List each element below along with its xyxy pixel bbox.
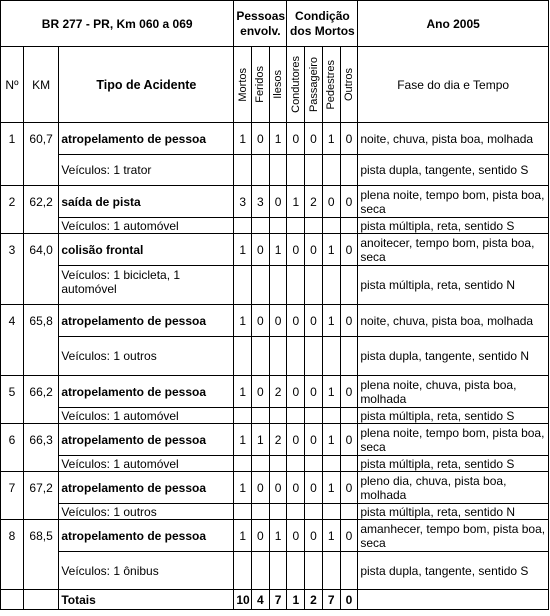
row-outros: 0 xyxy=(340,234,358,266)
empty-cell xyxy=(322,266,340,305)
row-mortos: 1 xyxy=(234,472,252,504)
empty-cell xyxy=(340,456,358,472)
col-condutores-header xyxy=(287,47,305,123)
row-tipo: atropelamento de pessoa xyxy=(59,376,234,408)
row-mortos: 1 xyxy=(234,520,252,552)
row-pedestres: 1 xyxy=(322,376,340,408)
table-row-vehicles xyxy=(1,337,549,376)
empty-cell xyxy=(305,456,323,472)
col-tipo-header: Tipo de Acidente xyxy=(59,47,234,123)
row-mortos: 1 xyxy=(234,305,252,337)
empty-cell xyxy=(269,218,287,234)
empty-cell xyxy=(234,408,252,424)
row-tipo: atropelamento de pessoa xyxy=(59,520,234,552)
row-ilesos: 2 xyxy=(269,376,287,408)
empty-cell xyxy=(234,504,252,520)
empty-cell xyxy=(340,266,358,305)
row-number: 8 xyxy=(1,520,24,590)
row-tipo: atropelamento de pessoa xyxy=(59,472,234,504)
empty-cell xyxy=(305,266,323,305)
row-fase: anoitecer, tempo bom, pista boa, seca xyxy=(358,234,549,266)
row-veiculos: Veículos: 1 automóvel xyxy=(59,218,234,234)
row-fase: pleno dia, chuva, pista boa, molhada xyxy=(358,472,549,504)
row-km: 67,2 xyxy=(23,472,58,520)
row-feridos: 0 xyxy=(252,520,270,552)
empty-cell xyxy=(287,552,305,590)
empty-cell xyxy=(340,408,358,424)
empty-cell xyxy=(322,155,340,186)
row-feridos: 0 xyxy=(252,123,270,155)
col-ilesos-label: Ilesos xyxy=(272,70,285,99)
row-ilesos: 2 xyxy=(269,424,287,456)
empty-cell xyxy=(287,456,305,472)
col-number-header: Nº xyxy=(1,47,24,123)
total-passageiro: 2 xyxy=(305,590,323,610)
table-row xyxy=(1,305,549,337)
empty-cell xyxy=(269,552,287,590)
row-feridos: 3 xyxy=(252,186,270,218)
row-veiculos: Veículos: 1 outros xyxy=(59,337,234,376)
row-veiculos: Veículos: 1 automóvel xyxy=(59,456,234,472)
row-pedestres: 1 xyxy=(322,305,340,337)
row-pedestres: 1 xyxy=(322,424,340,456)
empty-cell xyxy=(252,408,270,424)
row-tipo: atropelamento de pessoa xyxy=(59,123,234,155)
col-condutores-label: Condutores xyxy=(289,56,302,113)
row-feridos: 0 xyxy=(252,376,270,408)
row-mortos: 1 xyxy=(234,424,252,456)
row-tipo: saída de pista xyxy=(59,186,234,218)
col-pedestres-label: Pedestres xyxy=(325,59,338,110)
row-ilesos: 1 xyxy=(269,123,287,155)
row-km: 66,3 xyxy=(23,424,58,472)
row-mortos: 1 xyxy=(234,123,252,155)
empty-cell xyxy=(269,408,287,424)
row-pedestres: 1 xyxy=(322,472,340,504)
row-km: 64,0 xyxy=(23,234,58,305)
row-pedestres: 1 xyxy=(322,520,340,552)
row-condutores: 1 xyxy=(287,186,305,218)
table-row-vehicles xyxy=(1,408,549,424)
empty-cell xyxy=(252,218,270,234)
empty-cell xyxy=(322,218,340,234)
total-pedestres: 7 xyxy=(322,590,340,610)
row-tipo: colisão frontal xyxy=(59,234,234,266)
row-condutores: 0 xyxy=(287,123,305,155)
empty-cell xyxy=(305,155,323,186)
row-pista: pista múltipla, reta, sentido S xyxy=(358,408,549,424)
row-passageiro: 0 xyxy=(305,472,323,504)
col-outros-header xyxy=(340,47,358,123)
empty-cell xyxy=(269,504,287,520)
row-number: 2 xyxy=(1,186,24,234)
empty-cell xyxy=(252,155,270,186)
empty-cell xyxy=(322,337,340,376)
row-fase: amanhecer, tempo bom, pista boa, seca xyxy=(358,520,549,552)
empty-cell xyxy=(322,408,340,424)
total-outros: 0 xyxy=(340,590,358,610)
row-pista: pista múltipla, reta, sentido N xyxy=(358,504,549,520)
row-outros: 0 xyxy=(340,305,358,337)
empty-cell xyxy=(234,155,252,186)
row-tipo: atropelamento de pessoa xyxy=(59,424,234,456)
empty-cell xyxy=(305,504,323,520)
empty-cell xyxy=(252,266,270,305)
empty-cell xyxy=(322,456,340,472)
total-feridos: 4 xyxy=(252,590,270,610)
empty-cell xyxy=(252,337,270,376)
empty-cell xyxy=(234,218,252,234)
row-km: 66,2 xyxy=(23,376,58,424)
row-feridos: 0 xyxy=(252,234,270,266)
row-veiculos: Veículos: 1 bicicleta, 1 automóvel xyxy=(59,266,234,305)
table-row-vehicles xyxy=(1,155,549,186)
empty-cell xyxy=(322,552,340,590)
col-passageiro-header xyxy=(305,47,323,123)
col-feridos-header xyxy=(252,47,270,123)
row-ilesos: 0 xyxy=(269,186,287,218)
row-feridos: 0 xyxy=(252,305,270,337)
row-passageiro: 0 xyxy=(305,234,323,266)
empty-cell xyxy=(1,590,24,610)
pessoas-envolvidas-header: Pessoas envolv. xyxy=(234,1,287,47)
row-veiculos: Veículos: 1 outros xyxy=(59,504,234,520)
table-row xyxy=(1,472,549,504)
row-number: 6 xyxy=(1,424,24,472)
total-condutores: 1 xyxy=(287,590,305,610)
row-pista: pista dupla, tangente, sentido N xyxy=(358,337,549,376)
row-mortos: 1 xyxy=(234,376,252,408)
empty-cell xyxy=(23,590,58,610)
col-feridos-label: Feridos xyxy=(254,66,267,103)
row-outros: 0 xyxy=(340,472,358,504)
row-outros: 0 xyxy=(340,424,358,456)
row-pista: pista múltipla, reta, sentido N xyxy=(358,266,549,305)
empty-cell xyxy=(269,155,287,186)
row-pista: pista dupla, tangente, sentido S xyxy=(358,552,549,590)
condicao-mortos-header: Condição dos Mortos xyxy=(287,1,358,47)
empty-cell xyxy=(287,218,305,234)
row-mortos: 3 xyxy=(234,186,252,218)
col-ilesos-header xyxy=(269,47,287,123)
row-passageiro: 0 xyxy=(305,123,323,155)
row-feridos: 1 xyxy=(252,424,270,456)
empty-cell xyxy=(340,337,358,376)
header-row-columns xyxy=(1,47,549,123)
row-passageiro: 2 xyxy=(305,186,323,218)
table-row-vehicles xyxy=(1,504,549,520)
row-veiculos: Veículos: 1 ônibus xyxy=(59,552,234,590)
row-veiculos: Veículos: 1 trator xyxy=(59,155,234,186)
col-km-header: KM xyxy=(23,47,58,123)
row-condutores: 0 xyxy=(287,424,305,456)
empty-cell xyxy=(305,552,323,590)
row-pista: pista múltipla, reta, sentido S xyxy=(358,456,549,472)
empty-cell xyxy=(287,408,305,424)
row-pedestres: 0 xyxy=(322,186,340,218)
table-row xyxy=(1,376,549,408)
empty-cell xyxy=(358,590,549,610)
year-header: Ano 2005 xyxy=(358,1,549,47)
row-pedestres: 1 xyxy=(322,123,340,155)
table-row-vehicles xyxy=(1,552,549,590)
row-outros: 0 xyxy=(340,186,358,218)
row-fase: plena noite, tempo bom, pista boa, seca xyxy=(358,424,549,456)
row-outros: 0 xyxy=(340,376,358,408)
row-fase: noite, chuva, pista boa, molhada xyxy=(358,305,549,337)
row-condutores: 0 xyxy=(287,472,305,504)
row-number: 1 xyxy=(1,123,24,186)
header-row-top xyxy=(1,1,549,47)
empty-cell xyxy=(340,504,358,520)
table-row xyxy=(1,520,549,552)
empty-cell xyxy=(252,552,270,590)
col-mortos-header xyxy=(234,47,252,123)
col-mortos-label: Mortos xyxy=(236,67,249,102)
row-condutores: 0 xyxy=(287,520,305,552)
table-row-vehicles xyxy=(1,456,549,472)
empty-cell xyxy=(234,266,252,305)
row-fase: plena noite, tempo bom, pista boa, seca xyxy=(358,186,549,218)
row-ilesos: 0 xyxy=(269,472,287,504)
row-pedestres: 1 xyxy=(322,234,340,266)
row-number: 3 xyxy=(1,234,24,305)
row-passageiro: 0 xyxy=(305,424,323,456)
row-number: 5 xyxy=(1,376,24,424)
empty-cell xyxy=(305,218,323,234)
row-ilesos: 1 xyxy=(269,520,287,552)
row-outros: 0 xyxy=(340,123,358,155)
row-number: 4 xyxy=(1,305,24,376)
empty-cell xyxy=(305,408,323,424)
totals-row xyxy=(1,590,549,610)
row-condutores: 0 xyxy=(287,234,305,266)
row-ilesos: 0 xyxy=(269,305,287,337)
row-tipo: atropelamento de pessoa xyxy=(59,305,234,337)
empty-cell xyxy=(287,504,305,520)
row-passageiro: 0 xyxy=(305,520,323,552)
row-km: 68,5 xyxy=(23,520,58,590)
empty-cell xyxy=(340,155,358,186)
row-veiculos: Veículos: 1 automóvel xyxy=(59,408,234,424)
col-pedestres-header xyxy=(322,47,340,123)
empty-cell xyxy=(322,504,340,520)
total-ilesos: 7 xyxy=(269,590,287,610)
table-row xyxy=(1,234,549,266)
row-pista: pista dupla, tangente, sentido S xyxy=(358,155,549,186)
empty-cell xyxy=(269,337,287,376)
road-title: BR 277 - PR, Km 060 a 069 xyxy=(1,1,234,47)
row-number: 7 xyxy=(1,472,24,520)
col-outros-label: Outros xyxy=(342,67,355,101)
empty-cell xyxy=(269,266,287,305)
empty-cell xyxy=(269,456,287,472)
row-km: 60,7 xyxy=(23,123,58,186)
col-fase-header: Fase do dia e Tempo xyxy=(358,47,549,123)
col-passageiro-label: Passageiro xyxy=(307,56,320,113)
table-row xyxy=(1,123,549,155)
table-row xyxy=(1,424,549,456)
row-fase: noite, chuva, pista boa, molhada xyxy=(358,123,549,155)
totals-label: Totais xyxy=(59,590,234,610)
empty-cell xyxy=(287,266,305,305)
table-row xyxy=(1,186,549,218)
total-mortos: 10 xyxy=(234,590,252,610)
empty-cell xyxy=(252,504,270,520)
empty-cell xyxy=(340,552,358,590)
row-outros: 0 xyxy=(340,520,358,552)
empty-cell xyxy=(234,337,252,376)
row-mortos: 1 xyxy=(234,234,252,266)
empty-cell xyxy=(287,155,305,186)
table-row-vehicles xyxy=(1,218,549,234)
empty-cell xyxy=(234,456,252,472)
empty-cell xyxy=(340,218,358,234)
row-pista: pista múltipla, reta, sentido S xyxy=(358,218,549,234)
row-condutores: 0 xyxy=(287,305,305,337)
empty-cell xyxy=(287,337,305,376)
row-feridos: 0 xyxy=(252,472,270,504)
row-condutores: 0 xyxy=(287,376,305,408)
empty-cell xyxy=(252,456,270,472)
row-passageiro: 0 xyxy=(305,305,323,337)
row-km: 62,2 xyxy=(23,186,58,234)
empty-cell xyxy=(234,552,252,590)
table-row-vehicles xyxy=(1,266,549,305)
row-fase: plena noite, chuva, pista boa, molhada xyxy=(358,376,549,408)
empty-cell xyxy=(305,337,323,376)
row-ilesos: 1 xyxy=(269,234,287,266)
row-km: 65,8 xyxy=(23,305,58,376)
row-passageiro: 0 xyxy=(305,376,323,408)
